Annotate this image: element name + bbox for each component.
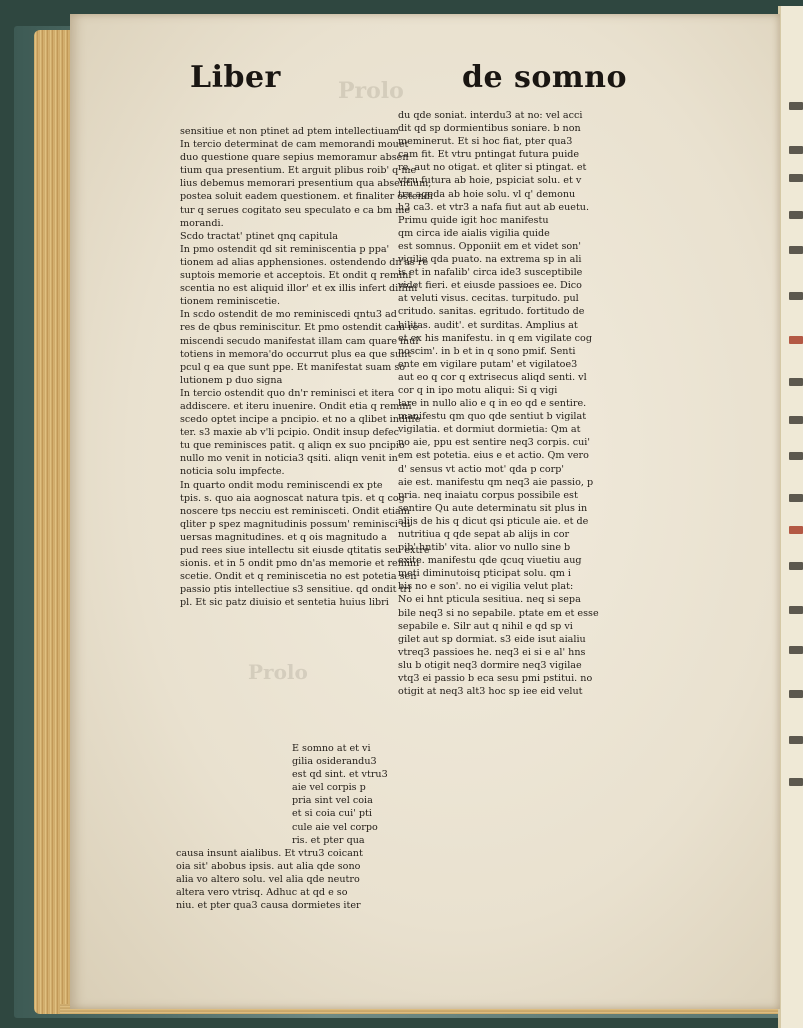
text-line: et si coia cui' pti [292, 808, 372, 820]
text-line: d' sensus vt actio mot' qda p corp' [398, 463, 565, 475]
text-line: tionem reminiscetie. [180, 296, 281, 308]
text-column-left-chapter [176, 742, 406, 912]
text-line: alia vo altero solu. vel alia qde neutro [176, 873, 360, 885]
text-line: noscere tps necciu est reminisceti. Ondit etiam [180, 505, 410, 517]
text-line: bilitas. audit'. et surditas. Amplius at [398, 319, 578, 331]
text-line: suptois memorie et acceptois. Et ondit q remini [180, 270, 412, 282]
text-line: ris. et pter qua [292, 834, 365, 846]
text-line: qm circa ide aialis vigilia quide [398, 227, 550, 239]
text-line: tu que reminisces patit. q aliqn ex suo pncipio [180, 440, 405, 452]
text-line: et ex his manifestu. in q em vigilate cog [398, 332, 592, 344]
text-line: lare in nullo alio e q in eo qd e sentire. [398, 398, 587, 410]
text-line: Primu quide igit hoc manifestu [398, 214, 549, 226]
text-column-left [180, 125, 433, 609]
text-line: otigit at neq3 alt3 hoc sp iee eid velut [398, 686, 583, 698]
text-line: ente em vigilare putam' et vigilatoe3 [398, 358, 578, 370]
text-line: bile neq3 si no sepabile. ptate em et esse [398, 607, 599, 619]
text-line: In pmo ostendit qd sit reminiscentia p ppa' [180, 243, 390, 255]
text-line: uersas magnitudines. et q ois magnitudo a [180, 531, 387, 543]
text-line: sensitiue et non ptinet ad ptem intellectiuam [180, 126, 399, 137]
text-line: sionis. et in 5 ondit pmo dn'as memorie et remini [180, 558, 420, 570]
text-line: ter. s3 maxie ab v'li pcipio. Ondit insup defec [180, 427, 400, 439]
text-line: oia sit' abobus ipsis. aut alia qde sono [176, 860, 361, 872]
show-through-text: Prolo [248, 660, 308, 684]
text-line: meminerut. Et si hoc fiat, pter qua3 [398, 136, 573, 148]
text-line: du qde soniat. interdu3 at no: vel acci [398, 110, 583, 121]
text-line: at veluti visus. cecitas. turpitudo. pul [398, 293, 579, 305]
text-line: qliter p spez magnitudinis possum' reminisci di [180, 518, 411, 530]
text-line: pud rees siue intellectu sit eiusde qtitatis seu extre [180, 545, 430, 556]
text-line: is et in nafalib' circa ide3 susceptibile [398, 267, 583, 279]
text-line: pl. Et sic patz diuisio et sentetia huius libri [180, 597, 389, 609]
text-line: cam fit. Et vtru pntingat futura puide [398, 149, 580, 161]
text-line: No ei hnt pticula sesitiua. neq si sepa [398, 594, 581, 606]
text-line: noticia solu impfecte. [180, 466, 285, 478]
text-line: critudo. sanitas. egritudo. fortitudo de [398, 306, 585, 318]
text-line: In scdo ostendit de mo reminiscedi qntu3 ad [180, 309, 397, 321]
text-line: pria. neq inaiatu corpus possibile est [398, 489, 578, 501]
text-line: addiscere. et iteru inuenire. Ondit etia q remini [180, 400, 412, 412]
text-line: em est potetia. eius e et actio. Qm vero [398, 450, 589, 462]
text-line: re. aut no otigat. et qliter si ptingat. et [398, 162, 587, 174]
text-line: vtq3 ei passio b eca sesu pmi pstitui. no [398, 673, 593, 685]
text-line: aie vel corpis p [292, 782, 366, 794]
text-line: slu b otigit neq3 dormire neq3 vigilae [398, 659, 582, 671]
text-line: tru ageda ab hoie solu. vl q' demonu [398, 188, 576, 200]
text-line: Scdo tractat' ptinet qnq capitula [180, 230, 339, 242]
show-through-text: Prolo [338, 78, 404, 104]
text-line: tionem ad alias apphensiones. ostendendo dn'as re [180, 256, 429, 268]
text-line: tpis. s. quo aia aognoscat natura tpis. et q cog [180, 492, 405, 504]
text-line: morandi. [180, 217, 224, 229]
text-line: res de qbus reminiscitur. Et pmo ostendit cam re [180, 322, 419, 334]
text-line: est somnus. Opponiit em et videt son' [398, 240, 581, 252]
text-line: scedo optet incipe a pncipio. et no a qlibet indiffe [180, 414, 421, 426]
text-line: altera vero vtrisq. Adhuc at qd e so [176, 887, 348, 899]
text-line: pib' hntib' vita. alior vo nullo sine b [398, 542, 571, 554]
text-line: cor q in ipo motu aliqui: Si q vigi [398, 384, 558, 396]
text-line: aut eo q cor q extrisecus aliqd senti. vl [398, 371, 587, 383]
text-line: nutritiua q qde sepat ab alijs in cor [398, 529, 570, 540]
text-column-right [398, 109, 650, 698]
text-line: vtreq3 passioes he. neq3 ei si e al' hns [398, 646, 586, 658]
adjacent-page-edge [778, 6, 803, 1028]
text-line: videt fieri. et eiusde passioes ee. Dico [398, 280, 582, 292]
text-line: vigilie qda puato. na extrema sp in ali [398, 254, 582, 266]
text-line: gilet aut sp dormiat. s3 eide isut aialiu [398, 633, 586, 645]
text-line: causa insunt aialibus. Et vtru3 coicant [176, 847, 363, 859]
text-line: In tercio determinat de cam memorandi mouet [180, 139, 409, 151]
text-line: cule aie vel corpo [292, 821, 378, 833]
text-line: E somno at et vi [292, 743, 371, 754]
text-line: h3 ca3. et vtr3 a nafa fiut aut ab euetu. [398, 201, 590, 213]
text-line: alijs de his q dicut qsi pticule aie. et de [398, 515, 589, 527]
text-line: tium qua presentium. Et arguit plibus roib' q me [180, 165, 417, 177]
running-head-right: de somno [462, 60, 627, 95]
text-line: lutionem p duo signa [180, 374, 283, 386]
text-line: niu. et pter qua3 causa dormietes iter [176, 900, 361, 912]
text-line: sentire Qu aute determinatu sit plus in [398, 502, 588, 514]
text-line: tur q serues cogitato seu speculato e ca bm me [180, 204, 411, 216]
text-line: meti diminutoisq pticipat solu. qm i [398, 568, 571, 580]
text-line: manifestu qm quo qde sentiut b vigilat [398, 411, 587, 423]
text-line: totiens in memora'do occurrut plus ea que sunt [180, 348, 412, 360]
text-line: duo questione quare sepius memoramur absen [180, 152, 409, 164]
text-line: In quarto ondit modu reminiscendi ex pte [180, 479, 383, 491]
text-line: vtru futura ab hoie, pspiciat solu. et v [398, 175, 582, 187]
text-line: scentia no est aliquid illor' et ex illis infert diffini [180, 283, 418, 295]
running-head-left: Liber [190, 60, 281, 95]
text-line: bis no e son'. no ei vigilia velut plat: [398, 581, 574, 593]
text-line: no aie, ppu est sentire neq3 corpis. cui' [398, 437, 590, 449]
text-line: passio ptis intellectiue s3 sensitiue. qd ondit tri [180, 584, 412, 596]
text-line: noscim'. in b et in q sono pmif. Senti [398, 345, 576, 357]
text-line: dit qd sp dormientibus soniare. b non [398, 123, 581, 135]
text-line: vigilatia. et dormiut dormietia: Qm at [398, 424, 581, 436]
text-line: aie est. manifestu qm neq3 aie passio, p [398, 476, 594, 488]
text-line: lius debemus memorari presentium qua absentium, [180, 178, 432, 190]
text-line: scetie. Ondit et q reminiscetia no est potetia sen [180, 571, 417, 583]
text-line: est qd sint. et vtru3 [292, 769, 388, 781]
text-line: sepabile e. Silr aut q nihil e qd sp vi [398, 620, 573, 632]
text-line: exite. manifestu qde qcuq viuetiu aug [398, 555, 582, 567]
text-line: pcul q ea que sunt ppe. Et manifestat suam so [180, 361, 406, 373]
text-line: nullo mo venit in noticia3 qsiti. aliqn venit in [180, 453, 398, 465]
text-line: In tercio ostendit quo dn'r reminisci et itera [180, 387, 395, 399]
text-line: miscendi secudo manifestat illam cam quare mul [180, 335, 419, 347]
text-line: postea soluit eadem questionem. et finaliter ostendi [180, 191, 433, 203]
text-line: gilia osiderandu3 [292, 756, 377, 768]
text-line: pria sint vel coia [292, 795, 373, 807]
